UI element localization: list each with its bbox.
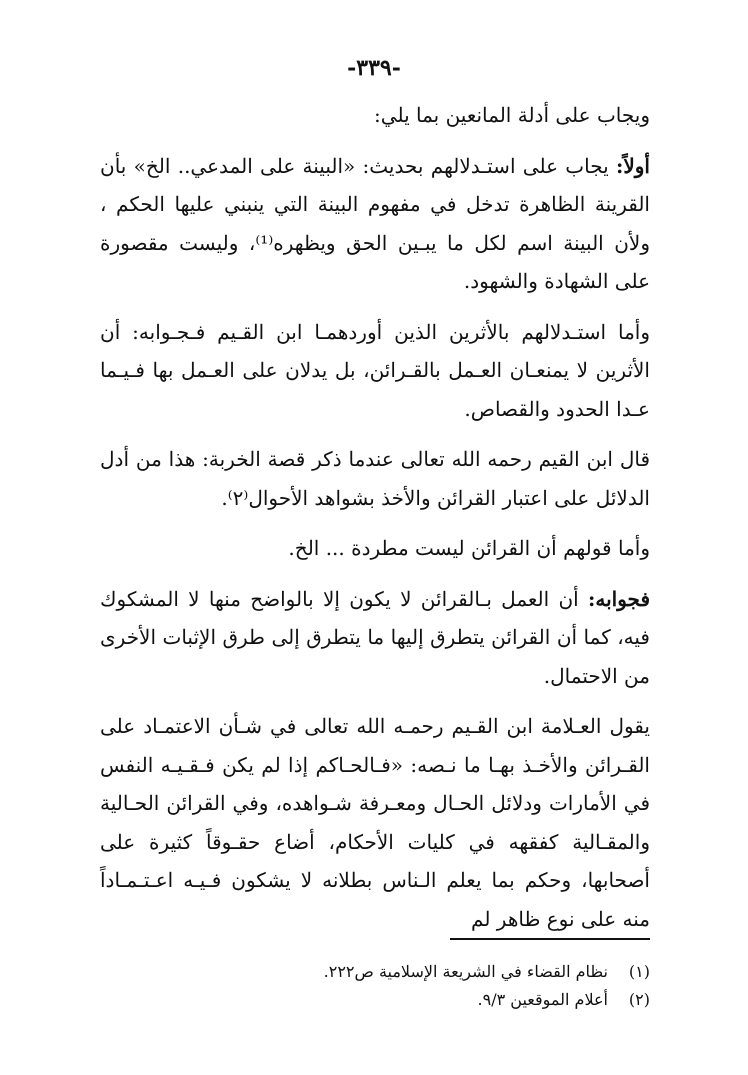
paragraph-two-narrations: [100, 313, 650, 429]
footnote-text: نظام القضاء في الشريعة الإسلامية ص٢٢٢.: [323, 962, 608, 981]
paragraph-text: أن العمل بـالقرائن لا يكون إلا بالواضح منها لا المشكوك فيه، كما أن القرائن يتطرق إليها ما يتطرق إلى طرق الإثبات الأخرى من الاحتمال.: [100, 586, 650, 688]
paragraph-text: يجاب على استـدلالهم بحديث: «البينة على المدعي.. الخ» بأن القرينة الظاهرة تدخل في مفهوم البينة التي ينبني عليها الحكم ، ولأن البينة اسم لكل ما يبـين الحق ويظهره⁽¹⁾، وليست مقصورة على الشهادة والشهود.: [100, 153, 650, 293]
paragraph-text: يقول العـلامة ابن القـيم رحمـه الله تعالى في شـأن الاعتمـاد على القـرائن والأخـذ بهـا ما نـصه: «فـالحـاكم إذا لم يكن فـقـيـه النفس في الأمارات ودلائل الحـال ومعـرفة شـواهده، وفي القرائن الحـالية والمقـالية كفقهه في كليات الأحكام، أضاع حقـوقاً كثيرة على أصحابها، وحكم بما يعلم الـناس بطلانه لا يشكون فـيـه اعـتـمـاداً منه على نوع ظاهر لم: [100, 714, 650, 931]
footnote-text: أعلام الموقعين ٩/٣.: [477, 990, 608, 1009]
paragraph-text: وأما قولهم أن القرائن ليست مطردة ... الخ.: [288, 536, 650, 560]
paragraph-text: وأما استـدلالهم بالأثرين الذين أوردهمـا ابن القـيم فـجـوابه: أن الأثرين لا يمنعـان العـمل بالقـرائن، بل يدلان على العـمل بها فـيـما عـدا الحدود والقصاص.: [100, 319, 650, 421]
footnote-number: (٢): [628, 990, 650, 1009]
paragraph-response: [100, 580, 650, 696]
paragraph-first-answer: [100, 147, 650, 301]
footnote-item: [100, 986, 650, 1014]
paragraph-scholar-quote: [100, 707, 650, 938]
paragraph-intro: [100, 96, 650, 135]
footnote-divider: [450, 938, 650, 940]
paragraph-text: قال ابن القيم رحمه الله تعالى عندما ذكر قصة الخربة: هذا من أدل الدلائل على اعتبار القرائن والأخذ بشواهد الأحوال⁽٢⁾.: [100, 447, 650, 510]
footnote-item: [100, 958, 650, 986]
body-text: [100, 96, 650, 938]
footnote-number: (١): [628, 962, 650, 981]
paragraph-text: ويجاب على أدلة المانعين بما يلي:: [374, 103, 650, 127]
paragraph-ibn-qayyim-quote: [100, 440, 650, 517]
paragraph-objection: [100, 529, 650, 568]
footnotes: [100, 958, 650, 1014]
paragraph-lead: أولاً:: [615, 153, 650, 178]
paragraph-lead: فجوابه:: [587, 586, 650, 611]
page-number: -٣٣٩-: [347, 55, 401, 81]
